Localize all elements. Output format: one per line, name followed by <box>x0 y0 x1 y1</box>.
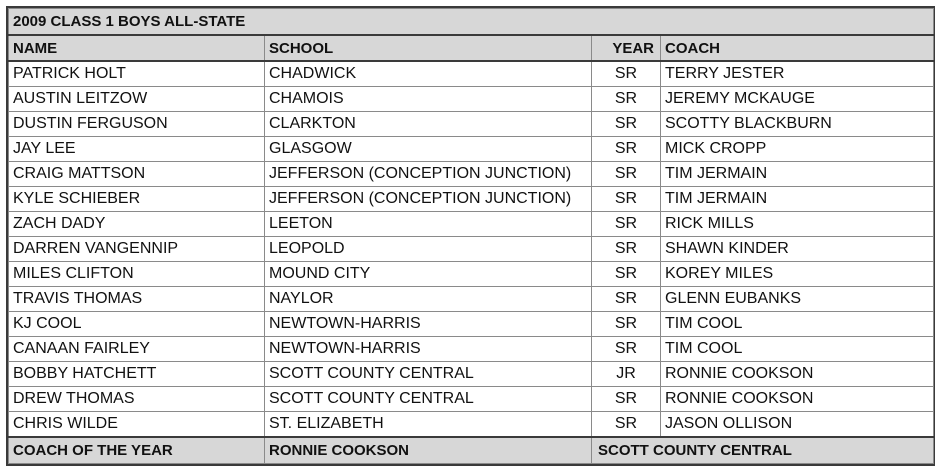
header-year: YEAR <box>592 35 661 61</box>
table-row <box>9 362 934 387</box>
cell-school: SCOTT COUNTY CENTRAL <box>265 387 592 412</box>
cell-coach: JASON OLLISON <box>661 412 934 438</box>
cell-school: CHADWICK <box>265 61 592 87</box>
cell-coach: RONNIE COOKSON <box>661 387 934 412</box>
header-coach: COACH <box>661 35 934 61</box>
table-row <box>9 237 934 262</box>
cell-year: SR <box>592 212 661 237</box>
table-row <box>9 387 934 412</box>
cell-name: KJ COOL <box>9 312 265 337</box>
cell-name: MILES CLIFTON <box>9 262 265 287</box>
cell-coach: TERRY JESTER <box>661 61 934 87</box>
cell-school: NEWTOWN-HARRIS <box>265 337 592 362</box>
cell-coach: RICK MILLS <box>661 212 934 237</box>
coach-of-year-school: SCOTT COUNTY CENTRAL <box>592 437 934 464</box>
coach-of-year-row <box>9 437 934 464</box>
header-name: NAME <box>9 35 265 61</box>
cell-year: SR <box>592 337 661 362</box>
cell-year: JR <box>592 362 661 387</box>
cell-school: CHAMOIS <box>265 87 592 112</box>
cell-school: LEOPOLD <box>265 237 592 262</box>
cell-year: SR <box>592 412 661 438</box>
table-row <box>9 87 934 112</box>
title-row <box>9 9 934 36</box>
cell-school: NAYLOR <box>265 287 592 312</box>
cell-name: JAY LEE <box>9 137 265 162</box>
cell-school: SCOTT COUNTY CENTRAL <box>265 362 592 387</box>
cell-year: SR <box>592 387 661 412</box>
cell-school: JEFFERSON (CONCEPTION JUNCTION) <box>265 187 592 212</box>
table-row <box>9 162 934 187</box>
cell-name: PATRICK HOLT <box>9 61 265 87</box>
cell-name: CANAAN FAIRLEY <box>9 337 265 362</box>
cell-name: DREW THOMAS <box>9 387 265 412</box>
cell-year: SR <box>592 61 661 87</box>
cell-coach: JEREMY MCKAUGE <box>661 87 934 112</box>
table-row <box>9 212 934 237</box>
cell-coach: SHAWN KINDER <box>661 237 934 262</box>
table-title: 2009 CLASS 1 BOYS ALL-STATE <box>9 9 934 36</box>
cell-school: CLARKTON <box>265 112 592 137</box>
cell-name: AUSTIN LEITZOW <box>9 87 265 112</box>
table-row <box>9 137 934 162</box>
table-row <box>9 112 934 137</box>
cell-school: GLASGOW <box>265 137 592 162</box>
all-state-table <box>8 8 934 464</box>
cell-coach: TIM JERMAIN <box>661 162 934 187</box>
cell-coach: TIM COOL <box>661 337 934 362</box>
cell-coach: TIM JERMAIN <box>661 187 934 212</box>
cell-year: SR <box>592 187 661 212</box>
table-row <box>9 312 934 337</box>
cell-year: SR <box>592 137 661 162</box>
table-row <box>9 412 934 438</box>
cell-coach: GLENN EUBANKS <box>661 287 934 312</box>
cell-school: JEFFERSON (CONCEPTION JUNCTION) <box>265 162 592 187</box>
cell-coach: RONNIE COOKSON <box>661 362 934 387</box>
header-row <box>9 35 934 61</box>
cell-coach: TIM COOL <box>661 312 934 337</box>
coach-of-year-label: COACH OF THE YEAR <box>9 437 265 464</box>
cell-year: SR <box>592 287 661 312</box>
cell-coach: SCOTTY BLACKBURN <box>661 112 934 137</box>
table-row <box>9 187 934 212</box>
cell-name: CHRIS WILDE <box>9 412 265 438</box>
cell-name: ZACH DADY <box>9 212 265 237</box>
table-row <box>9 262 934 287</box>
cell-name: TRAVIS THOMAS <box>9 287 265 312</box>
cell-year: SR <box>592 262 661 287</box>
table-row <box>9 337 934 362</box>
cell-name: DARREN VANGENNIP <box>9 237 265 262</box>
cell-school: ST. ELIZABETH <box>265 412 592 438</box>
cell-year: SR <box>592 112 661 137</box>
cell-name: BOBBY HATCHETT <box>9 362 265 387</box>
cell-year: SR <box>592 237 661 262</box>
cell-year: SR <box>592 162 661 187</box>
cell-coach: MICK CROPP <box>661 137 934 162</box>
cell-coach: KOREY MILES <box>661 262 934 287</box>
cell-name: CRAIG MATTSON <box>9 162 265 187</box>
all-state-sheet <box>6 6 935 466</box>
cell-name: DUSTIN FERGUSON <box>9 112 265 137</box>
cell-school: NEWTOWN-HARRIS <box>265 312 592 337</box>
cell-year: SR <box>592 312 661 337</box>
cell-name: KYLE SCHIEBER <box>9 187 265 212</box>
table-row <box>9 61 934 87</box>
cell-year: SR <box>592 87 661 112</box>
table-row <box>9 287 934 312</box>
coach-of-year-coach: RONNIE COOKSON <box>265 437 592 464</box>
cell-school: MOUND CITY <box>265 262 592 287</box>
header-school: SCHOOL <box>265 35 592 61</box>
cell-school: LEETON <box>265 212 592 237</box>
